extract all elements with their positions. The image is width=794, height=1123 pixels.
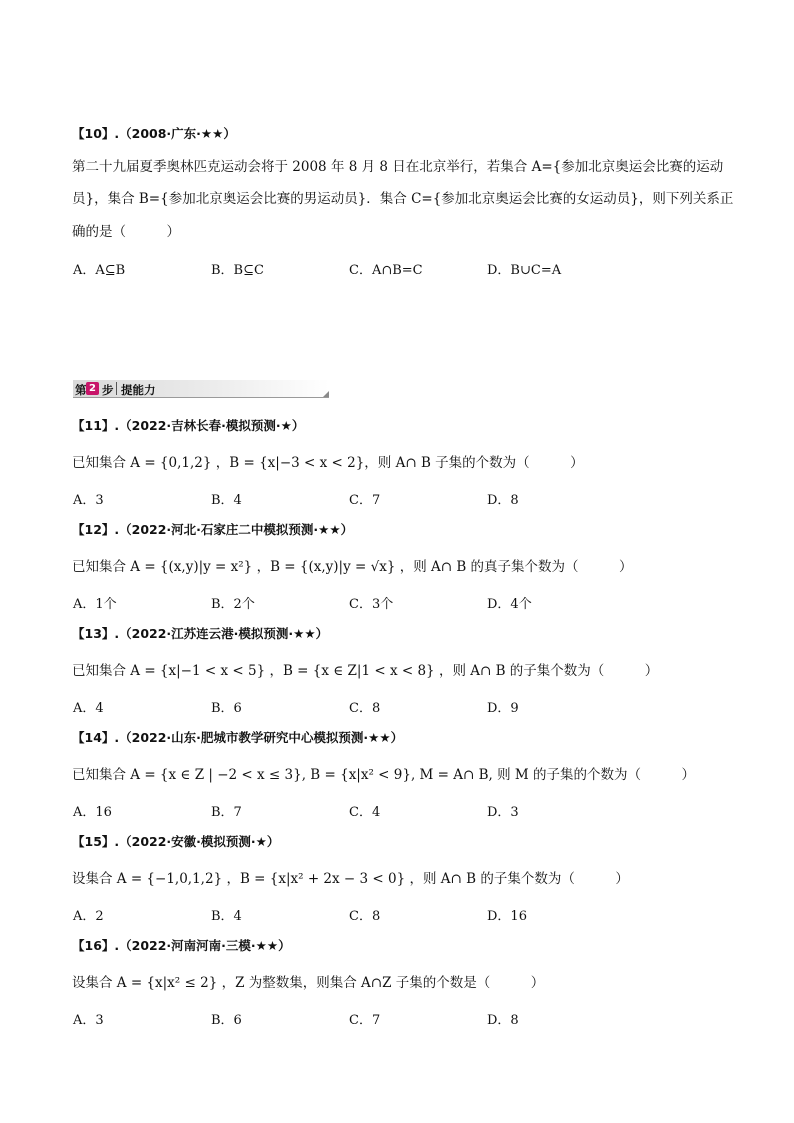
question-11-header: 【11】.（2022·吉林长春·模拟预测·★） bbox=[72, 418, 305, 433]
question-11-option-c[interactable]: C．7 bbox=[349, 493, 381, 508]
step-number-badge: 2 bbox=[86, 382, 99, 395]
question-11-option-a[interactable]: A．3 bbox=[73, 493, 104, 508]
step-suffix: 步 bbox=[102, 383, 114, 397]
question-10-stem-line-3: 确的是（ ） bbox=[72, 224, 180, 240]
question-10-option-b[interactable]: B．B⊆C bbox=[211, 263, 264, 278]
question-10-option-a[interactable]: A．A⊆B bbox=[73, 263, 126, 278]
question-15-option-d[interactable]: D．16 bbox=[487, 909, 527, 924]
question-10-option-d[interactable]: D．B∪C=A bbox=[487, 263, 562, 278]
question-15-option-a[interactable]: A．2 bbox=[73, 909, 104, 924]
question-16-option-d[interactable]: D．8 bbox=[487, 1013, 519, 1028]
question-11-stem: 已知集合 A = {0,1,2} ，B = {x|−3 < x < 2}，则 A∩ B 子集的个数为（ ） bbox=[72, 455, 584, 471]
question-14-header: 【14】.（2022·山东·肥城市教学研究中心模拟预测·★★） bbox=[72, 730, 404, 745]
question-16-option-c[interactable]: C．7 bbox=[349, 1013, 381, 1028]
question-16-stem: 设集合 A = {x|x² ≤ 2} ，Z 为整数集，则集合 A∩Z 子集的个数是（ ） bbox=[72, 975, 545, 991]
question-13-option-a[interactable]: A．4 bbox=[73, 701, 104, 716]
question-14-option-b[interactable]: B．7 bbox=[211, 805, 242, 820]
step-separator bbox=[116, 382, 117, 395]
question-16-option-a[interactable]: A．3 bbox=[73, 1013, 104, 1028]
question-12-option-b[interactable]: B．2个 bbox=[211, 597, 255, 612]
question-12-option-d[interactable]: D．4个 bbox=[487, 597, 532, 612]
step-banner-corner-triangle bbox=[323, 391, 329, 397]
question-11-option-b[interactable]: B．4 bbox=[211, 493, 242, 508]
question-10-stem-line-1: 第二十九届夏季奥林匹克运动会将于 2008 年 8 月 8 日在北京举行，若集合 A={参加北京奥运会比赛的运动 bbox=[72, 159, 724, 175]
step-banner bbox=[73, 380, 329, 398]
question-15-stem: 设集合 A = {−1,0,1,2} ，B = {x|x² + 2x − 3 < 0} ，则 A∩ B 的子集个数为（ ） bbox=[72, 871, 629, 887]
question-14-option-c[interactable]: C．4 bbox=[349, 805, 381, 820]
question-13-option-d[interactable]: D．9 bbox=[487, 701, 519, 716]
question-14-option-d[interactable]: D．3 bbox=[487, 805, 519, 820]
question-16-option-b[interactable]: B．6 bbox=[211, 1013, 242, 1028]
question-12-header: 【12】.（2022·河北·石家庄二中模拟预测·★★） bbox=[72, 522, 354, 537]
question-10-option-c[interactable]: C．A∩B=C bbox=[349, 263, 423, 278]
step-title: 提能力 bbox=[121, 383, 156, 397]
question-15-option-c[interactable]: C．8 bbox=[349, 909, 381, 924]
question-16-header: 【16】.（2022·河南河南·三模·★★） bbox=[72, 938, 291, 953]
question-13-header: 【13】.（2022·江苏连云港·模拟预测·★★） bbox=[72, 626, 329, 641]
question-15-option-b[interactable]: B．4 bbox=[211, 909, 242, 924]
question-10-stem-line-2: 员}，集合 B={参加北京奥运会比赛的男运动员}．集合 C={参加北京奥运会比赛的女运动员}，则下列关系正 bbox=[72, 191, 734, 207]
question-15-header: 【15】.（2022·安徽·模拟预测·★） bbox=[72, 834, 280, 849]
question-10-header: 【10】.（2008·广东·★★） bbox=[72, 126, 236, 141]
question-12-option-a[interactable]: A．1个 bbox=[73, 597, 117, 612]
step-prefix: 第 bbox=[75, 383, 87, 397]
question-14-option-a[interactable]: A．16 bbox=[73, 805, 112, 820]
question-11-option-d[interactable]: D．8 bbox=[487, 493, 519, 508]
question-13-stem: 已知集合 A = {x|−1 < x < 5} ，B = {x ∈ Z|1 < x < 8} ，则 A∩ B 的子集个数为（ ） bbox=[72, 663, 659, 679]
question-12-option-c[interactable]: C．3个 bbox=[349, 597, 394, 612]
question-14-stem: 已知集合 A = {x ∈ Z | −2 < x ≤ 3}, B = {x|x² < 9}, M = A∩ B, 则 M 的子集的个数为（ ） bbox=[72, 767, 696, 783]
question-13-option-b[interactable]: B．6 bbox=[211, 701, 242, 716]
question-12-stem: 已知集合 A = {(x,y)|y = x²} ，B = {(x,y)|y = √x} ，则 A∩ B 的真子集个数为（ ） bbox=[72, 559, 633, 575]
question-13-option-c[interactable]: C．8 bbox=[349, 701, 381, 716]
